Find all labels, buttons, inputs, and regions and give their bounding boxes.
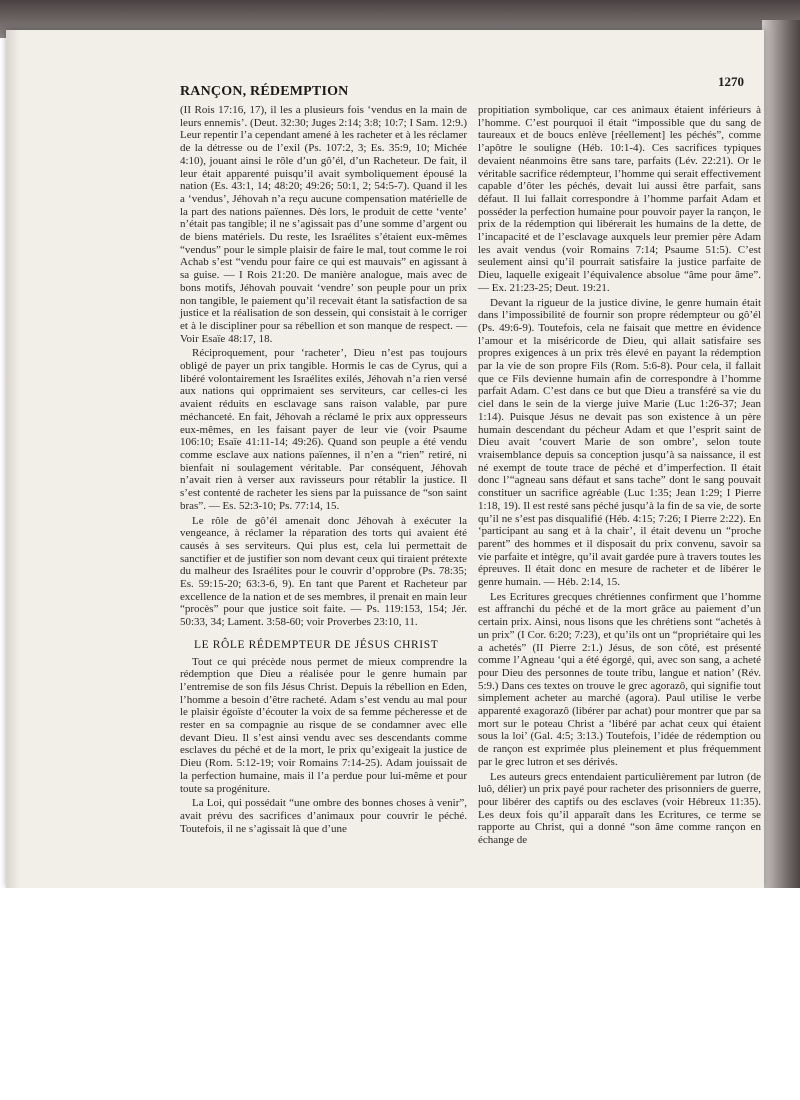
paragraph: Les Ecritures grecques chrétiennes confirment que l’homme est affranchi du péché et de la mort grâce au paiement d’un certain prix. Ainsi, nous lisons que les chrétiens sont “achetés à un prix” (I Cor. 6:20; 7:23), et qu’ils ont un “propriétaire qui les a achetés” (II Pierre 2:1.) Jésus, de son côté, est présenté comme l’Agneau ‘qui a été égorgé, qui, avec son sang, a acheté pour Dieu des personnes de toute tribu, langue et nation’ (Rév. 5:9.) Dans ces textes on trouve le grec agorazô, qui signifie tout simplement acheter au marché (agora). Paul utilise le verbe apparenté exagorazô (libérer par achat) pour montrer que par sa mort sur le poteau Christ a ‘libéré par achat ceux qui étaient sous la loi’ (Gal. 4:5; 3:13.) Toutefois, l’idée de rédemption ou de rançon est exprimée plus pleinement et plus fréquemment par le grec lutron et ses dérivés. xyxy=(478,590,761,768)
left-column xyxy=(180,104,467,837)
paragraph: Les auteurs grecs entendaient particulièrement par lutron (de luô, délier) un prix payé pour racheter des prisonniers de guerre, pour libérer des captifs ou des esclaves (voir Hébreux 11:35). Les deux fois qu’il apparaît dans les Ecritures, ce terme se rapporte au Christ, qui a donné “son âme comme rançon en échange de xyxy=(478,770,761,847)
paragraph: Réciproquement, pour ‘racheter’, Dieu n’est pas toujours obligé de payer un prix tangible. Hormis le cas de Cyrus, qui a libéré volontairement les Israélites exilés, Jéhovah n’a rien versé aux nations qui opprimaient ses serviteurs, car celles-ci les avaient réduits en esclavage sans raison valable, par pure méchanceté. En fait, Jéhovah a réclamé le prix aux oppresseurs eux-mêmes, en les faisant payer de leur vie (voir Psaume 106:10; Esaïe 41:11-14; 49:26). Quand son peuple a été vendu comme esclave aux nations païennes, il n’en a “rien” retiré, ni bienfait ni soulagement véritable. Par conséquent, Jéhovah n’avait rien à verser aux ravisseurs pour rétablir la justice. Il s’est contenté de racheter les siens par la puissance de “son saint bras”. — Es. 52:3-10; Ps. 77:14, 15. xyxy=(180,347,467,512)
scan-bottom-area xyxy=(0,888,800,1100)
paragraph: Le rôle de gô’él amenait donc Jéhovah à exécuter la vengeance, à réclamer la réparation des torts qui avaient été causés à ses serviteurs. Qui plus est, cela lui permettait de sanctifier et de justifier son nom devant ceux qui tiraient prétexte du malheur des Israélites pour le couvrir d’opprobre (Ps. 78:35; Es. 59:15-20; 63:3-6, 9). En tant que Parent et Racheteur par excellence de la nation et de ses membres, il prenait en main leur “procès” pour que justice soit faite. — Ps. 119:153, 154; Jér. 50:33, 34; Lament. 3:58-60; voir Proverbes 23:10, 11. xyxy=(180,514,467,629)
page-number: 1270 xyxy=(718,74,744,89)
section-heading: LE RÔLE RÉDEMPTEUR DE JÉSUS CHRIST xyxy=(194,638,439,651)
paragraph: (II Rois 17:16, 17), il les a plusieurs fois ‘vendus en la main de leurs ennemis’. (Deut. 32:30; Juges 2:14; 3:8; 10:7; I Sam. 12:9.) Leur repentir l’a cependant amené à les racheter et à les réclamer de la détresse ou de l’exil (Ps. 107:2, 3; Es. 35:9, 10; Michée 4:10), jouant ainsi le rôle d’un gô’él, d’un Racheteur. De fait, il leur était apparenté puisqu’il avait symboliquement épousé la nation (Es. 43:1, 14; 48:20; 49:26; 50:1, 2; 54:5-7). Quand il les a ‘vendus’, Jéhovah n’a reçu aucune compensation matérielle de la part des nations païennes. Dès lors, le produit de cette ‘vente’ n’était pas tangible; il ne s’agissait pas d’une somme d’argent ou de biens matériels. Du reste, les Israélites s’étaient eux-mêmes “vendus” pour le simple plaisir de faire le mal, tout comme le roi Achab s’est “vendu pour faire ce qui est mauvais” en agissant à sa guise. — I Rois 21:20. De manière analogue, mais avec de bons motifs, Jéhovah pouvait ‘vendre’ son peuple pour un prix non tangible, le paiement qu’il recevait étant la satisfaction de sa justice et la réalisation de son dessein, qui consistait à le corriger et à le discipliner pour sa rébellion et son manque de respect. — Voir Esaïe 48:17, 18. xyxy=(180,104,467,345)
paragraph: Tout ce qui précède nous permet de mieux comprendre la rédemption que Dieu a réalisée pour le genre humain par l’entremise de son fils Jésus Christ. Depuis la rébellion en Eden, l’homme a besoin d’être racheté. Adam s’est vendu au mal pour le plaisir égoïste d’écouter la voix de sa femme pécheresse et de rester en sa compagnie au risque de se condamner avec elle devant Dieu. Il s’est ainsi vendu avec ses descendants comme esclaves du péché et de la mort, le prix qu’exigeait la justice de Dieu (Rom. 5:12-19; voir Romains 7:14-25). Adam jouissait de la perfection humaine, mais il l’a perdue pour lui-même et pour toute sa progéniture. xyxy=(180,655,467,795)
running-header-title: RANÇON, RÉDEMPTION xyxy=(180,84,349,99)
paragraph: La Loi, qui possédait “une ombre des bonnes choses à venir”, avait prévu des sacrifices d’animaux pour couvrir le péché. Toutefois, il ne s’agissait là que d’une xyxy=(180,797,467,835)
paragraph: propitiation symbolique, car ces animaux étaient inférieurs à l’homme. C’est pourquoi il était “impossible que du sang de taureaux et de boucs enlève [réellement] les péchés”, comme l’apôtre le souligne (Héb. 10:1-4). Ces sacrifices typiques devaient néanmoins être sans tare, parfaits (Lév. 22:21). Or le véritable sacrifice rédempteur, l’homme qui serait effectivement capable d’ôter les péchés, devait lui aussi être parfait, sans défaut. Il lui fallait correspondre à l’homme parfait Adam et posséder la perfection humaine pour pouvoir payer la rançon, le prix de la rédemption qui libérerait les humains de la dette, de l’incapacité et de l’esclavage auxquels leur premier père Adam les avait vendus (voir Romains 7:14; Psaume 51:5). C’est seulement ainsi qu’il pourrait satisfaire la justice parfaite de Dieu, laquelle exigeait l’équivalence absolue “âme pour âme”. — Ex. 21:23-25; Deut. 19:21. xyxy=(478,104,761,294)
paragraph: Devant la rigueur de la justice divine, le genre humain était dans l’impossibilité de fournir son propre rédempteur ou gô’él (Ps. 49:6-9). Toutefois, cela ne faisait que mettre en évidence l’amour et la miséricorde de Dieu, qui allait satisfaire ses propres exigences à un prix très élevé en payant la rédemption par la vie de son propre Fils (Rom. 5:6-8). Pour cela, il fallait que ce Fils devienne humain afin de correspondre à l’homme parfait Adam. C’est dans ce but que Dieu a transféré sa vie du ciel dans le sein de la vierge juive Marie (Luc 1:26-37; Jean 1:14). Puisque Jésus ne devait pas son existence à un père humain descendant du pécheur Adam et que l’esprit saint de Dieu avait ‘couvert Marie de son ombre’, selon toute vraisemblance depuis sa conception jusqu’à sa naissance, il est né exempt de toute trace de péché et d’imperfection. Il était donc l’“agneau sans défaut et sans tache” dont le sang pouvait constituer un sacrifice agréable (Luc 1:35; Jean 1:29; I Pierre 1:18, 19). Il est resté sans péché jusqu’à la fin de sa vie, de sorte qu’il ne s’est pas disqualifié (Héb. 4:15; 7:26; I Pierre 2:22). En ‘participant au sang et à la chair’, il était devenu un “proche parent” des hommes et il disposait du prix convenu, savoir sa vie parfaite et intègre, qu’il avait gardée pure à travers toutes les épreuves. Il était donc en mesure de racheter et de libérer le genre humain. — Héb. 2:14, 15. xyxy=(478,296,761,589)
page-edge-shading xyxy=(6,30,20,888)
book-spine-shadow xyxy=(762,20,800,920)
right-column xyxy=(478,104,761,849)
